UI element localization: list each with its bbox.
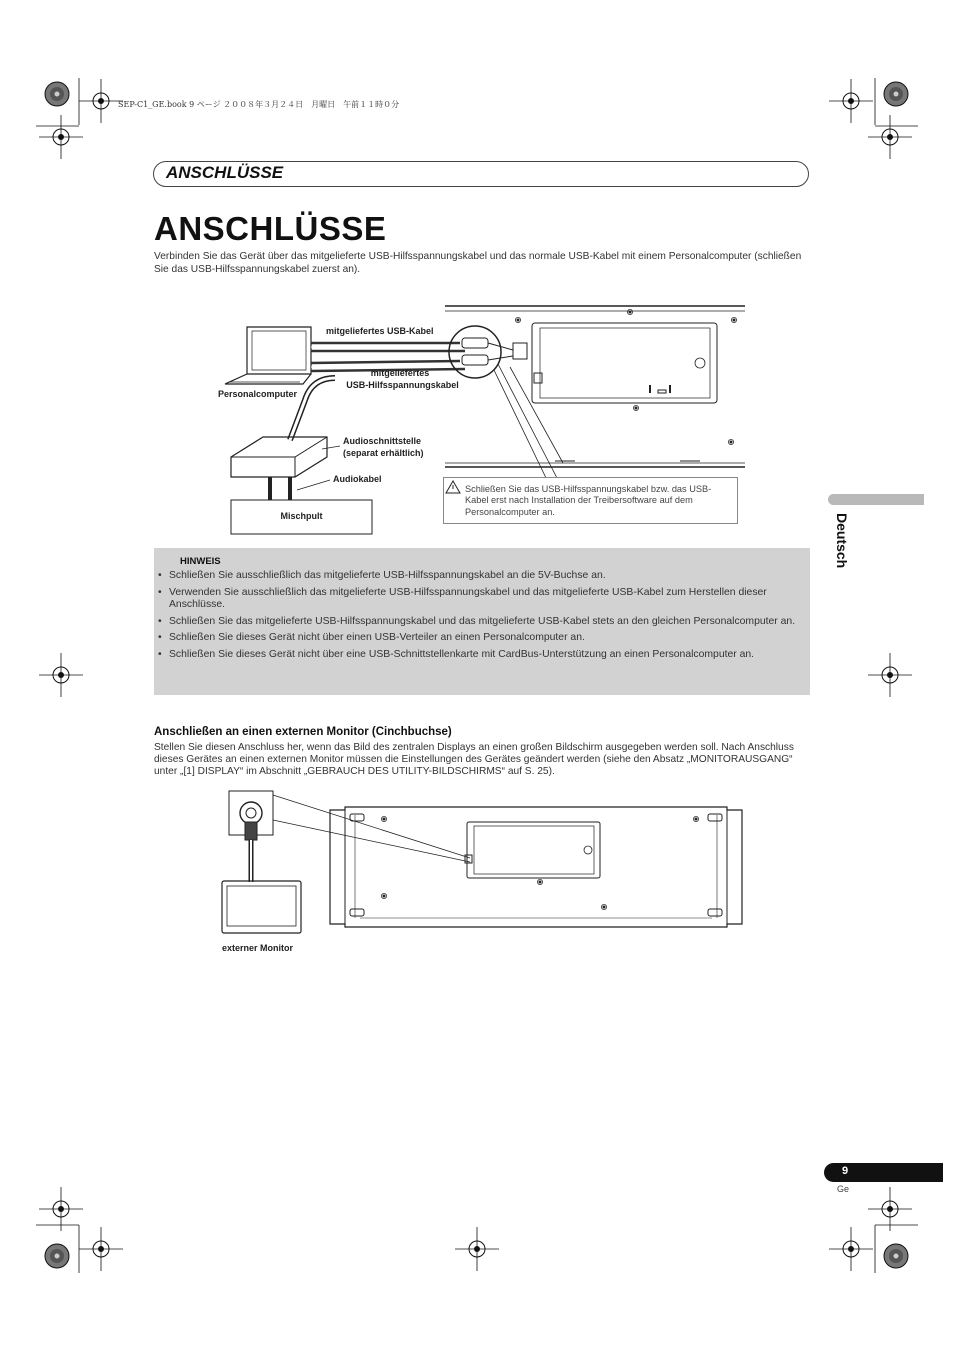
label-usb-cable: mitgeliefertes USB-Kabel — [326, 326, 434, 336]
monitor-diagram — [222, 791, 742, 933]
page-number: 9 — [842, 1165, 849, 1177]
label-audio-if-line2: (separat erhältlich) — [343, 448, 424, 458]
warning-text: Schließen Sie das USB-Hilfsspannungskabel bzw. das USB-Kabel erst nach Installation der Treibersoftware auf dem Personalcomputer an. — [465, 484, 712, 517]
label-audio-cable: Audiokabel — [333, 474, 382, 484]
label-pc: Personalcomputer — [218, 389, 298, 399]
label-usb-power-line2: USB-Hilfsspannungskabel — [346, 380, 459, 390]
note-item: • Schließen Sie ausschließlich das mitgelieferte USB-Hilfsspannungskabel an die 5V-Buchse an. — [156, 570, 806, 583]
note-list — [156, 570, 806, 666]
note-item: • Verwenden Sie ausschließlich das mitgelieferte USB-Hilfsspannungskabel und das mitgelieferte USB-Kabel zum Herstellen dieser Anschlüsse. — [156, 587, 806, 612]
label-usb-power-line1: mitgeliefertes — [370, 368, 430, 378]
print-header: SEP-C1_GE.book 9 ページ ２００８年３月２４日 月曜日 午前１１時０分 — [118, 100, 400, 109]
note-title: HINWEIS — [180, 556, 221, 567]
label-audio-if-line1: Audioschnittstelle — [343, 436, 422, 446]
note-item: • Schließen Sie das mitgelieferte USB-Hilfsspannungskabel und das mitgelieferte USB-Kabel stets an den gleichen Personalcomputer an. — [156, 616, 806, 629]
language-tab — [828, 494, 924, 505]
note-item: • Schließen Sie dieses Gerät nicht über eine USB-Schnittstellenkarte mit CardBus-Unterstützung an einen Personalcomputer an. — [156, 649, 806, 662]
monitor-section-text: Stellen Sie diesen Anschluss her, wenn das Bild des zentralen Displays an einen großen Bildschirm ausgegeben werden soll. Nach Anschluss dieses Gerätes an einen externen Monitor müssen die Einstellungen des Gerätes geändert werden (siehe den Absatz „MONITORAUSGANG“ unter „[1] DISPLAY“ im Abschnitt „GEBRAUCH DES UTILITY-BILDSCHIRMS“ auf S. 25). — [154, 742, 794, 778]
label-mixer: Mischpult — [280, 511, 323, 521]
language-label: Deutsch — [834, 513, 850, 569]
label-external-monitor: externer Monitor — [222, 943, 294, 953]
monitor-section-title: Anschließen an einen externen Monitor (Cinchbuchse) — [154, 726, 452, 738]
note-item: • Schließen Sie dieses Gerät nicht über einen USB-Verteiler an einen Personalcomputer an. — [156, 632, 806, 645]
intro-text: Verbinden Sie das Gerät über das mitgelieferte USB-Hilfsspannungskabel und das normale USB-Kabel mit einem Personalcomputer (schließen Sie das USB-Hilfsspannungskabel zuerst an). — [154, 251, 802, 275]
page-lang-code: Ge — [837, 1184, 850, 1194]
page-title: ANSCHLÜSSE — [154, 210, 387, 247]
section-title: ANSCHLÜSSE — [166, 163, 284, 182]
